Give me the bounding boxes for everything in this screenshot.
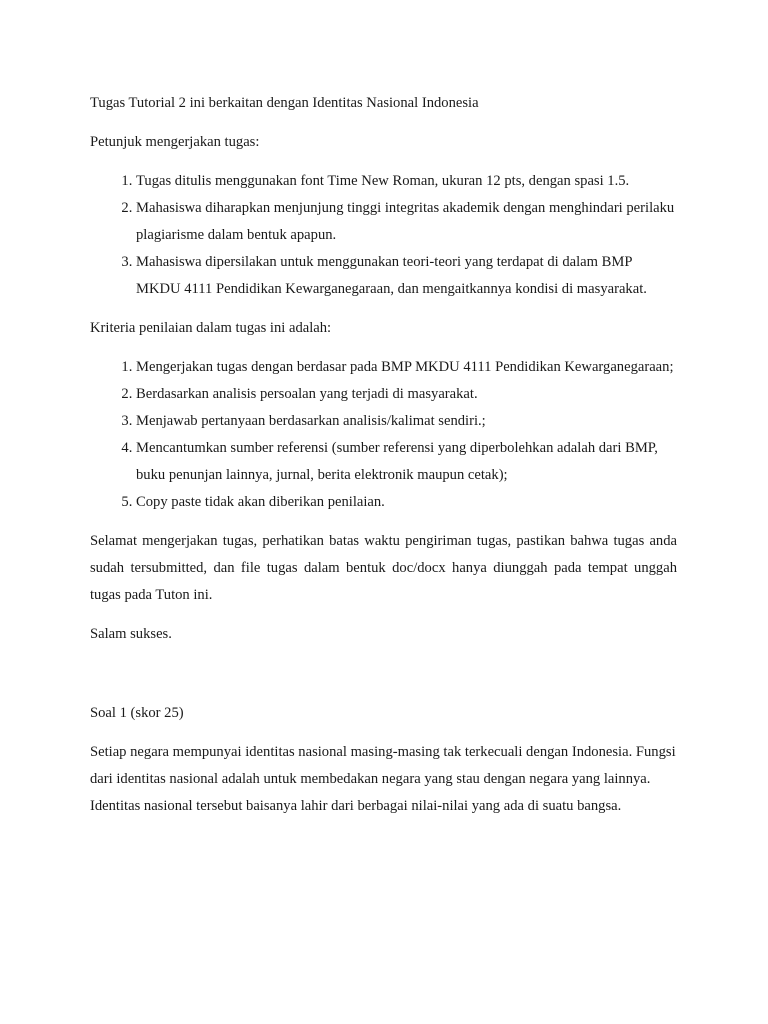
criteria-heading: Kriteria penilaian dalam tugas ini adalah: (90, 320, 332, 336)
document-title: Tugas Tutorial 2 ini berkaitan dengan Identitas Nasional Indonesia (90, 95, 479, 111)
list-item: 2. Berdasarkan analisis persoalan yang terjadi di masyarakat. (136, 381, 677, 408)
list-item: 1. Mengerjakan tugas dengan berdasar pada BMP MKDU 4111 Pendidikan Kewarganegaraan; (136, 354, 677, 381)
list-item: 3. Mahasiswa dipersilakan untuk menggunakan teori-teori yang terdapat di dalam BMP MKDU 4111 Pendidikan Kewarganegaraan, dan mengaitkannya kondisi di masyarakat. (136, 249, 677, 303)
list-item: 4. Mencantumkan sumber referensi (sumber referensi yang diperbolehkan adalah dari BMP, buku penunjan lainnya, jurnal, berita elektronik maupun cetak); (136, 435, 677, 489)
document-page (90, 90, 677, 832)
question-1-body: Setiap negara mempunyai identitas nasional masing-masing tak terkecuali dengan Indonesia. Fungsi dari identitas nasional adalah untuk membedakan negara yang stau dengan negara yang lainnya. Identitas nasional tersebut baisanya lahir dari berbagai nilai-nilai yang ada di suatu bangsa. (90, 744, 676, 814)
list-item: 2. Mahasiswa diharapkan menjunjung tinggi integritas akademik dengan menghindari perilaku plagiarisme dalam bentuk apapun. (136, 195, 677, 249)
closing-message: Selamat mengerjakan tugas, perhatikan batas waktu pengiriman tugas, pastikan bahwa tugas anda sudah tersubmitted, dan file tugas dalam bentuk doc/docx hanya diunggah pada tempat unggah tugas pada Tuton ini. (90, 533, 677, 603)
criteria-list (90, 354, 677, 516)
closing-greeting: Salam sukses. (90, 626, 172, 642)
instructions-heading: Petunjuk mengerjakan tugas: (90, 134, 260, 150)
section-spacer (90, 660, 677, 700)
list-item: 1. Tugas ditulis menggunakan font Time New Roman, ukuran 12 pts, dengan spasi 1.5. (136, 168, 677, 195)
list-item: 5. Copy paste tidak akan diberikan penilaian. (136, 489, 677, 516)
list-item: 3. Menjawab pertanyaan berdasarkan analisis/kalimat sendiri.; (136, 408, 677, 435)
question-1-heading: Soal 1 (skor 25) (90, 705, 184, 721)
instructions-list (90, 168, 677, 303)
